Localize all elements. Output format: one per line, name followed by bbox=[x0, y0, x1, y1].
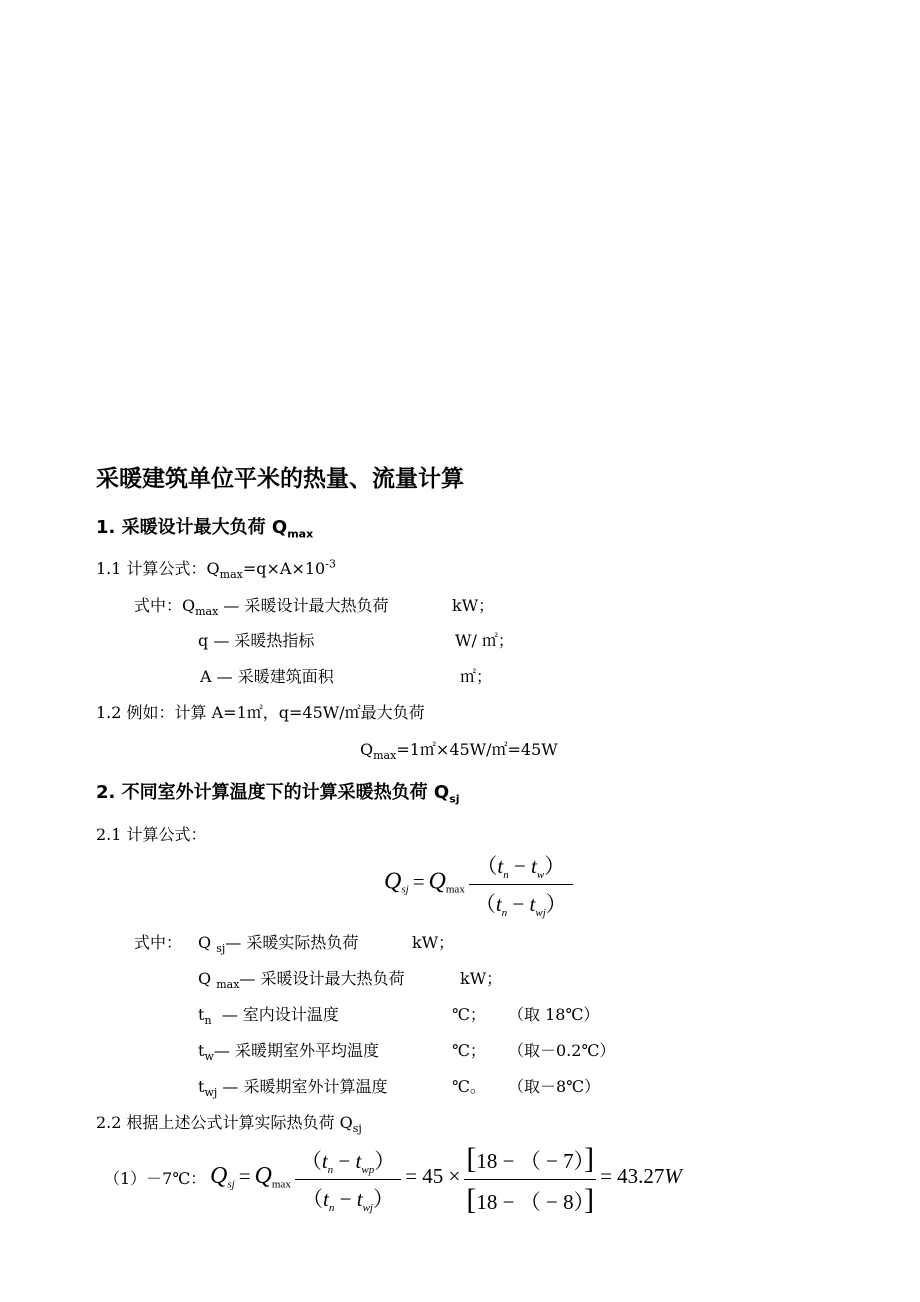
f-num-tw: t bbox=[531, 854, 537, 878]
var-tn bbox=[198, 1002, 339, 1027]
example-result-expr: =1㎡×45W/㎡=45W bbox=[396, 740, 558, 759]
f-lhs-sub: sj bbox=[401, 883, 409, 896]
f-eq: = bbox=[412, 869, 425, 894]
var-qmax-unit: kW； bbox=[460, 969, 503, 988]
f-q-sub: max bbox=[445, 883, 465, 896]
f-den-t-sub: n bbox=[501, 907, 508, 920]
f-num-t: t bbox=[497, 854, 504, 878]
f-num-t-sub: n bbox=[503, 869, 509, 882]
f-lhs: Q bbox=[384, 868, 402, 895]
formula-1-1-sub: max bbox=[219, 568, 243, 582]
where-a-unit: ㎡； bbox=[460, 667, 493, 686]
f-den-close: ） bbox=[545, 892, 567, 917]
where-q-unit: W/ ㎡； bbox=[455, 631, 514, 650]
var-tw-note: （取－0.2℃） bbox=[508, 1041, 616, 1060]
var-tw bbox=[198, 1038, 379, 1063]
f-fraction bbox=[469, 850, 573, 919]
var-tw-desc: — 采暖期室外平均温度 bbox=[213, 1041, 379, 1060]
f-numerator bbox=[469, 850, 573, 885]
var-twj bbox=[198, 1074, 387, 1099]
var-twj-desc: — 采暖期室外计算温度 bbox=[222, 1077, 388, 1096]
calc-2-2-sub: sj bbox=[352, 1122, 362, 1136]
c1-top-rbracket: ] bbox=[584, 1142, 595, 1175]
section-1-heading-sub: max bbox=[287, 527, 314, 541]
section-1-heading bbox=[96, 513, 313, 541]
formula-1-1 bbox=[96, 556, 336, 581]
var-qsj-desc: — 采暖实际热负荷 bbox=[225, 933, 359, 952]
where-q: q — 采暖热指标 bbox=[198, 631, 315, 650]
c1-denominator bbox=[295, 1180, 401, 1214]
var-qsj-sym: Q bbox=[198, 933, 212, 952]
c1-q: Q bbox=[254, 1163, 272, 1190]
var-qmax-sub: max bbox=[216, 978, 240, 992]
calc-2-2-text: 2.2 根据上述公式计算实际热负荷 Q bbox=[96, 1113, 353, 1132]
c1-num-tw: t bbox=[355, 1148, 362, 1173]
c1-num-close: ） bbox=[374, 1148, 396, 1173]
where-qmax bbox=[134, 593, 389, 618]
f-num-close: ） bbox=[544, 854, 566, 878]
c1-num-tw-sub: wp bbox=[361, 1164, 375, 1176]
where-qmax-desc: — 采暖设计最大热负荷 bbox=[223, 596, 389, 615]
f-num-open: （ bbox=[476, 854, 498, 878]
c1-eq: = bbox=[238, 1164, 251, 1189]
c1-num-t: t bbox=[321, 1148, 328, 1173]
var-qmax-desc: — 采暖设计最大热负荷 bbox=[239, 969, 405, 988]
f-q: Q bbox=[428, 868, 446, 895]
c1-num-open: （ bbox=[300, 1148, 322, 1173]
formula-2-1 bbox=[384, 850, 573, 919]
section-2-heading-text: 2. 不同室外计算温度下的计算采暖热负荷 Q bbox=[96, 782, 450, 803]
c1-num-minus: − bbox=[338, 1148, 351, 1173]
c1-den-tw: t bbox=[356, 1187, 363, 1211]
f-den-t: t bbox=[495, 892, 502, 917]
var-twj-unit: ℃。 bbox=[452, 1077, 486, 1096]
section-2-heading bbox=[96, 778, 460, 806]
c1-den-minus: − bbox=[339, 1187, 352, 1211]
var-tn-sym: t bbox=[198, 1005, 205, 1024]
c1-fraction bbox=[295, 1145, 401, 1214]
var-qmax bbox=[198, 966, 405, 991]
calc-1-formula bbox=[210, 1142, 682, 1217]
example-1-2: 1.2 例如：计算 A=1㎡，q=45W/㎡最大负荷 bbox=[96, 703, 425, 722]
example-result-sym: Q bbox=[360, 740, 374, 759]
f-den-minus: − bbox=[512, 892, 525, 917]
where-a: A — 采暖建筑面积 bbox=[200, 667, 334, 686]
var-qmax-sym: Q bbox=[198, 969, 212, 988]
where-qmax-unit: kW； bbox=[452, 596, 495, 615]
calc-2-2-label bbox=[96, 1110, 362, 1135]
c1-den-t: t bbox=[323, 1187, 329, 1211]
c1-bot-lbracket: [ bbox=[466, 1183, 477, 1216]
var-tn-note: （取 18℃） bbox=[508, 1005, 600, 1024]
f-den-open: （ bbox=[474, 892, 496, 917]
f-den-tw: t bbox=[529, 892, 536, 917]
formula-1-1-sup: -3 bbox=[325, 557, 336, 571]
where-label-2: 式中： bbox=[134, 933, 183, 952]
var-tn-sub: n bbox=[204, 1014, 212, 1028]
formula-1-1-label: 1.1 计算公式：Q bbox=[96, 559, 220, 578]
var-tn-unit: ℃； bbox=[452, 1005, 486, 1024]
c1-lhs-sub: sj bbox=[227, 1178, 235, 1191]
var-tw-sub: w bbox=[204, 1050, 214, 1064]
c1-bot-text: 18 − （ − 8） bbox=[476, 1190, 585, 1214]
var-tn-desc: — 室内设计温度 bbox=[221, 1005, 339, 1024]
f-den-tw-sub: wj bbox=[535, 907, 546, 920]
c1-eq2: = 45 × bbox=[405, 1164, 461, 1189]
c1-q-sub: max bbox=[271, 1178, 291, 1191]
section-2-heading-sub: sj bbox=[449, 792, 460, 806]
c1-top-lbracket: [ bbox=[466, 1142, 477, 1175]
c1-numeric-top bbox=[464, 1142, 596, 1180]
var-twj-sym: t bbox=[198, 1077, 205, 1096]
c1-num-t-sub: n bbox=[327, 1164, 334, 1176]
var-qsj bbox=[198, 930, 358, 955]
formula-1-1-expr: =q×A×10 bbox=[242, 559, 326, 578]
c1-numeric-bot bbox=[464, 1180, 596, 1217]
f-num-minus: − bbox=[513, 854, 526, 878]
calc-1-label: （1）－7℃： bbox=[104, 1169, 207, 1188]
c1-numeric-fraction bbox=[464, 1142, 596, 1217]
c1-numerator bbox=[295, 1145, 401, 1180]
formula-2-1-label: 2.1 计算公式： bbox=[96, 825, 207, 844]
c1-bot-rbracket: ] bbox=[584, 1183, 595, 1216]
var-tw-sym: t bbox=[198, 1041, 205, 1060]
f-num-tw-sub: w bbox=[536, 869, 545, 882]
example-1-2-result bbox=[360, 737, 558, 762]
c1-den-open: （ bbox=[302, 1187, 324, 1211]
c1-den-close: ） bbox=[372, 1187, 394, 1211]
f-denominator bbox=[469, 885, 573, 919]
var-qsj-unit: kW； bbox=[412, 933, 455, 952]
var-twj-note: （取－8℃） bbox=[508, 1077, 601, 1096]
c1-result-unit: W bbox=[664, 1164, 682, 1189]
var-twj-sub: wj bbox=[204, 1086, 218, 1100]
example-result-sub: max bbox=[373, 749, 397, 763]
var-qsj-sub: sj bbox=[216, 942, 226, 956]
c1-den-tw-sub: wj bbox=[362, 1202, 373, 1215]
c1-den-t-sub: n bbox=[328, 1202, 335, 1215]
c1-top-text: 18 − （ − 7） bbox=[476, 1149, 585, 1173]
section-1-heading-text: 1. 采暖设计最大负荷 Q bbox=[96, 517, 288, 538]
c1-result: = 43.27 bbox=[600, 1164, 665, 1189]
c1-lhs: Q bbox=[210, 1163, 228, 1190]
page-title: 采暖建筑单位平米的热量、流量计算 bbox=[96, 466, 464, 492]
var-tw-unit: ℃； bbox=[452, 1041, 486, 1060]
where-qmax-sub: max bbox=[195, 605, 219, 619]
where-qmax-label: 式中：Q bbox=[134, 596, 196, 615]
